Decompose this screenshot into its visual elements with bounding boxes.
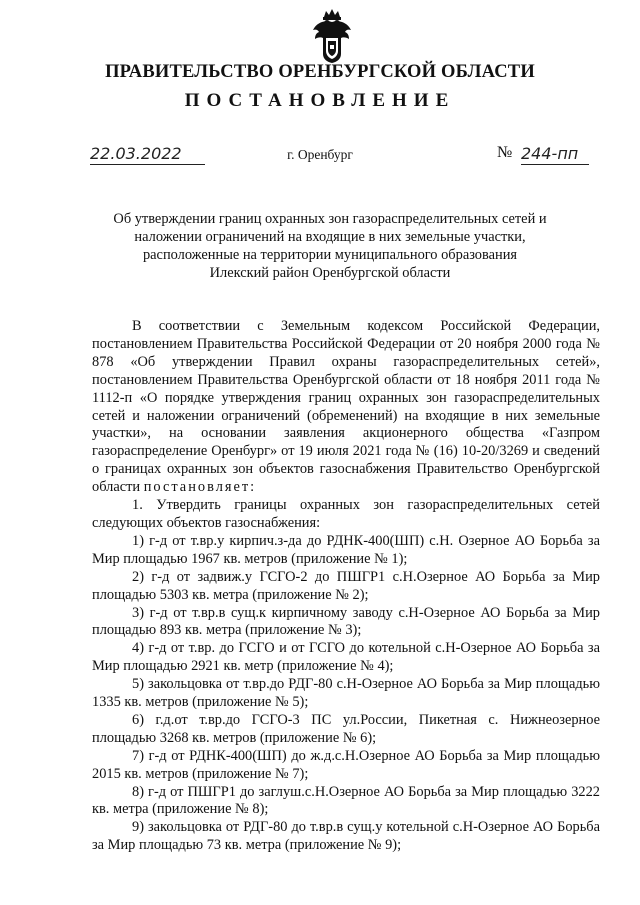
document-type: ПОСТАНОВЛЕНИЕ [184, 90, 456, 111]
list-item: 8) г-д от ПШГР1 до заглуш.с.Н.Озерное АО Борьба за Мир площадью 3222 кв. метра (приложение № 8); [92, 783, 600, 818]
list-item: 3) г-д от т.вр.в сущ.к кирпичному заводу с.Н-Озерное АО Борьба за Мир площадью 893 кв. метра (приложение № 3); [92, 604, 600, 639]
list-item: 1) г-д от т.вр.у кирпич.з-да до РДНК-400(ШП) с.Н. Озерное АО Борьба за Мир площадью 1967 кв. метров (приложение № 1); [92, 532, 600, 567]
list-item: 5) закольцовка от т.вр.до РДГ-80 с.Н-Озерное АО Борьба за Мир площадью 1335 кв. метров (приложение № 5); [92, 676, 600, 711]
list-item: 4) г-д от т.вр. до ГСГО и от ГСГО до котельной с.Н-Озерное АО Борьба за Мир площадью 2921 кв. метр (приложение № 4); [92, 640, 600, 675]
title-line: наложении ограничений на входящие в них земельные участки, [134, 229, 526, 245]
document-date: 22.03.2022 [90, 144, 205, 165]
list-item: 6) г.д.от т.вр.до ГСГО-3 ПС ул.России, Пикетная с. Нижнеозерное площадью 3268 кв. метров (приложение № 6); [92, 711, 600, 746]
preamble-verb: постановляет: [143, 479, 257, 496]
document-body [92, 318, 600, 855]
document-city: г. Оренбург [287, 147, 353, 162]
clause-1-intro: 1. Утвердить границы охранных зон газораспределительных сетей следующих объектов газоснабжения: [92, 497, 600, 531]
list-item: 2) г-д от задвиж.у ГСГО-2 до ПШГР1 с.Н.Озерное АО Борьба за Мир площадью 5303 кв. метра (приложение № 2); [92, 568, 600, 603]
document-number-label: № [497, 144, 513, 161]
organization-name: ПРАВИТЕЛЬСТВО ОРЕНБУРГСКОЙ ОБЛАСТИ [105, 62, 535, 82]
coat-of-arms-icon [311, 8, 353, 64]
title-line: Об утверждении границ охранных зон газораспределительных сетей и [113, 211, 547, 227]
preamble-text: В соответствии с Земельным кодексом Российской Федерации, постановлением Правительства Российской Федерации от 20 ноября 2000 года № 878 «Об утверждении Правил охраны газораспределительных сетей», постановлением Правительства Оренбургской области от 18 ноября 2011 года № 1112-п «О порядке утверждения границ охранных зон газораспределительных сетей и наложении ограничений (обременений) на входящие в них земельные участки», на основании заявления акционерного общества «Газпром газораспределение Оренбург» от 19 июля 2021 года № (16) 10-20/3269 и сведений о границах охранных зон объектов газоснабжения Правительство Оренбургской области [92, 318, 600, 496]
list-item: 9) закольцовка от РДГ-80 до т.вр.в сущ.у котельной с.Н-Озерное АО Борьба за Мир площадью 73 кв. метра (приложение № 9); [92, 819, 600, 854]
document-title [80, 210, 580, 282]
title-line: расположенные на территории муниципального образования [142, 247, 518, 263]
document-number: 244-пп [521, 144, 589, 165]
preamble-paragraph [92, 318, 600, 497]
list-item: 7) г-д от РДНК-400(ШП) до ж.д.с.Н.Озерное АО Борьба за Мир площадью 2015 кв. метров (приложение № 7); [92, 747, 600, 782]
title-line: Илекский район Оренбургской области [209, 265, 451, 281]
